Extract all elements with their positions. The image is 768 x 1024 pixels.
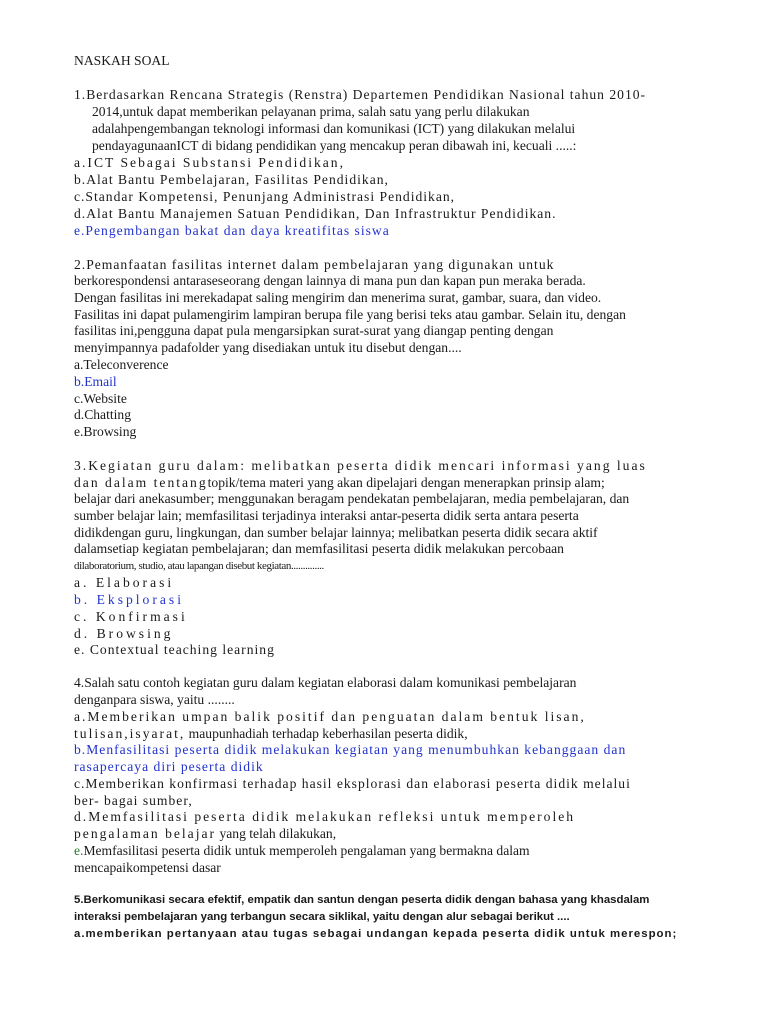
q4-option-e-line-1	[74, 842, 530, 859]
q3-line-2	[74, 474, 605, 491]
q4-option-d-line-2	[74, 825, 336, 842]
q3-line-1: 3.Kegiatan guru dalam: melibatkan peserta didik mencari informasi yang luas	[74, 458, 647, 473]
q4-line-2: denganpara siswa, yaitu ........	[74, 692, 235, 707]
q4-option-b-answer-line-2: rasapercaya diri peserta didik	[74, 759, 264, 774]
q4-option-e-line-2: mencapaikompetensi dasar	[74, 860, 221, 875]
q3-line-2-spaced: dan dalam tentang	[74, 475, 208, 490]
q4-option-e-text: Memfasilitasi peserta didik untuk memperoleh pengalaman yang bermakna dalam	[83, 843, 530, 858]
q3-line-4: sumber belajar lain; memfasilitasi terjadinya interaksi antar-peserta didik serta antara peserta	[74, 508, 579, 523]
q3-line-2-rest: topik/tema materi yang akan dipelajari dengan menerapkan prinsip alam;	[207, 475, 605, 490]
doc-title: NASKAH SOAL	[74, 53, 170, 68]
q3-line-5: didikdengan guru, lingkungan, dan sumber belajar lainnya; melibatkan peserta didik secara aktif	[74, 525, 598, 540]
q5-line-1: 5.Berkomunikasi secara efektif, empatik dan santun dengan peserta didik dengan bahasa yang khasdalam	[74, 894, 650, 906]
q4-option-a-rest: maupunhadiah terhadap keberhasilan peserta didik,	[185, 726, 468, 741]
q1-option-d: d.Alat Bantu Manajemen Satuan Pendidikan, Dan Infrastruktur Pendidikan.	[74, 206, 557, 221]
q2-line-3: Dengan fasilitas ini merekadapat saling mengirim dan menerima surat, gambar, suara, dan video.	[74, 290, 602, 305]
q1-option-a: a.ICT Sebagai Substansi Pendidikan,	[74, 155, 345, 170]
q4-line-1: 4.Salah satu contoh kegiatan guru dalam kegiatan elaborasi dalam komunikasi pembelajaran	[74, 675, 577, 690]
q1-option-b: b.Alat Bantu Pembelajaran, Fasilitas Pendidikan,	[74, 172, 389, 187]
q3-line-6: dalamsetiap kegiatan pembelajaran; dan memfasilitasi peserta didik melakukan percobaan	[74, 541, 564, 556]
q4-option-c-line-2: ber- bagai sumber,	[74, 793, 193, 808]
q1-option-c: c.Standar Kompetensi, Penunjang Administrasi Pendidikan,	[74, 189, 456, 204]
q4-option-c-line-1: c.Memberikan konfirmasi terhadap hasil eksplorasi dan elaborasi peserta didik melalui	[74, 776, 631, 791]
q3-line-3: belajar dari anekasumber; menggunakan beragam pendekatan pembelajaran, media pembelajaran, dan	[74, 491, 630, 506]
q3-option-e: e. Contextual teaching learning	[74, 642, 275, 657]
q5-option-a: a.memberikan pertanyaan atau tugas sebagai undangan kepada peserta didik untuk merespon;	[74, 928, 678, 940]
q3-line-7: dilaboratorium, studio, atau lapangan disebut kegiatan..............	[74, 560, 324, 572]
q2-line-6: menyimpannya padafolder yang disediakan untuk itu disebut dengan....	[74, 340, 462, 355]
q4-option-d-line-1: d.Memfasilitasi peserta didik melakukan refleksi untuk memperoleh	[74, 809, 576, 824]
q1-line-4: pendayagunaanICT di bidang pendidikan yang mencakup peran dibawah ini, kecuali .....:	[92, 138, 577, 153]
q3-option-c: c. Konfirmasi	[74, 609, 188, 624]
q1-line-2: 2014,untuk dapat memberikan pelayanan prima, salah satu yang perlu dilakukan	[92, 104, 530, 119]
q4-option-a-line-2	[74, 725, 468, 742]
q2-option-d: d.Chatting	[74, 407, 132, 422]
q2-line-2: berkorespondensi antaraseseorang dengan lainnya di mana pun dan kapan pun meraka berada.	[74, 273, 586, 288]
q4-option-d-spaced: pengalaman belajar	[74, 826, 217, 841]
q1-line-1: 1.Berdasarkan Rencana Strategis (Renstra) Departemen Pendidikan Nasional tahun 2010-	[74, 87, 647, 102]
q3-option-a: a. Elaborasi	[74, 575, 175, 590]
q2-line-5: fasilitas ini,pengguna dapat pula mengarsipkan surat-surat yang diangap penting dengan	[74, 323, 554, 338]
q2-line-4: Fasilitas ini dapat pulamengirim lampiran berupa file yang berisi teks atau gambar. Selain itu, dengan	[74, 307, 626, 322]
q2-line-1: 2.Pemanfaatan fasilitas internet dalam pembelajaran yang digunakan untuk	[74, 257, 555, 272]
q2-option-b-answer: b.Email	[74, 374, 117, 389]
q5-line-2: interaksi pembelajaran yang terbangun secara siklikal, yaitu dengan alur sebagai berikut ....	[74, 911, 570, 923]
q1-option-e-answer: e.Pengembangan bakat dan daya kreatifitas siswa	[74, 223, 390, 238]
q4-option-a-line-1: a.Memberikan umpan balik positif dan penguatan dalam bentuk lisan,	[74, 709, 586, 724]
q2-option-a: a.Teleconverence	[74, 357, 169, 372]
q4-option-e-letter: e.	[74, 843, 84, 858]
q1-line-3: adalahpengembangan teknologi informasi dan komunikasi (ICT) yang dilakukan melalui	[92, 121, 576, 136]
q2-option-e: e.Browsing	[74, 424, 137, 439]
q4-option-a-spaced: tulisan,isyarat,	[74, 726, 186, 741]
q3-option-d: d. Browsing	[74, 626, 174, 641]
q3-option-b-answer: b. Eksplorasi	[74, 592, 184, 607]
q4-option-d-rest: yang telah dilakukan,	[216, 826, 337, 841]
q2-option-c: c.Website	[74, 391, 127, 406]
q4-option-b-answer-line-1: b.Menfasilitasi peserta didik melakukan kegiatan yang menumbuhkan kebanggaan dan	[74, 742, 627, 757]
